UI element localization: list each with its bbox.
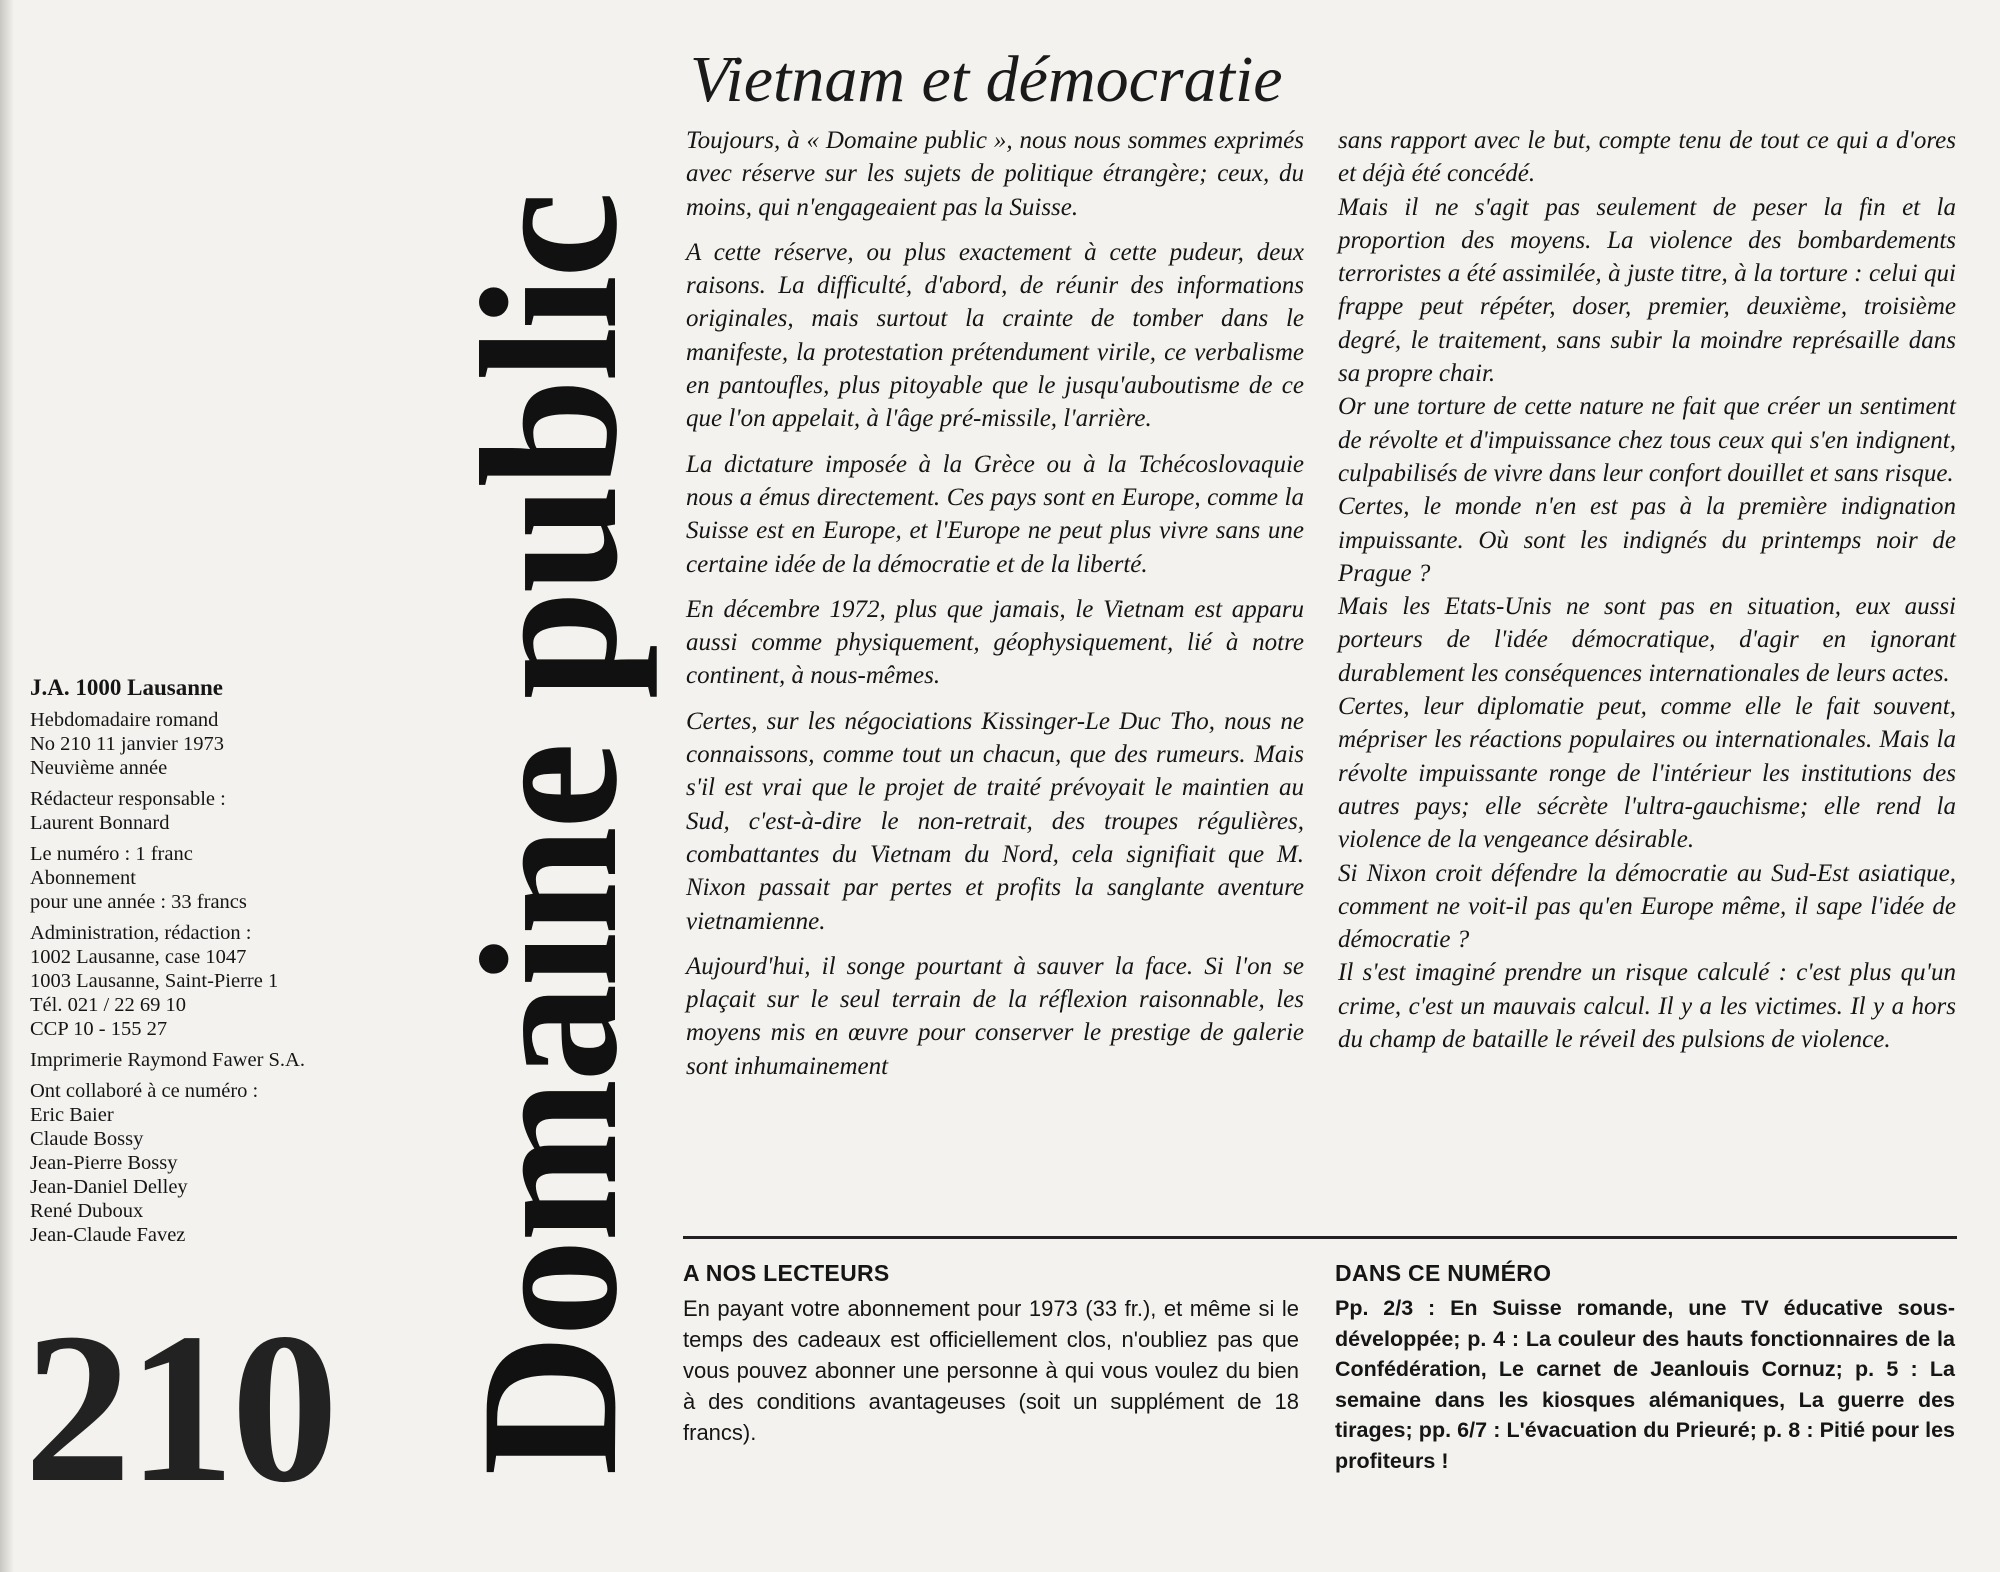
contents-heading: DANS CE NUMÉRO — [1335, 1260, 1552, 1286]
postal-mark: J.A. 1000 Lausanne — [30, 675, 223, 700]
section-divider — [683, 1236, 1957, 1239]
imprint-line: Tél. 021 / 22 69 10 — [30, 994, 187, 1016]
imprint-line: Imprimerie Raymond Fawer S.A. — [30, 1049, 305, 1071]
page-edge-shadow — [0, 0, 14, 1572]
imprint-editor — [30, 787, 360, 835]
article-paragraph: sans rapport avec le but, compte tenu de tout ce qui a d'ores et déjà été concédé. — [1338, 127, 1956, 188]
contributor-name: René Duboux — [30, 1200, 144, 1222]
imprint-line: 1003 Lausanne, Saint-Pierre 1 — [30, 970, 279, 992]
article-paragraph: Or une torture de cette nature ne fait que créer un sentiment de révolte et d'impuissance chez tous ceux qui s'en indignent, culpabilisés de vivre dans leur confort douillet et sans risque. — [1338, 393, 1956, 487]
readers-text: En payant votre abonnement pour 1973 (33 fr.), et même si le temps des cadeaux est officiellement clos, n'oubliez pas que vous pouvez abonner une personne à qui vous voulez du bien à des conditions avantageuses (soit un supplément de 18 francs). — [683, 1296, 1299, 1445]
imprint-pricing — [30, 842, 360, 914]
contributor-name: Jean-Daniel Delley — [30, 1176, 188, 1198]
imprint-administration — [30, 921, 360, 1041]
article-paragraph: Certes, leur diplomatie peut, comme elle le fait souvent, mépriser les réactions populaires ou internationales. Mais la révolte impuissante ronge de l'intérieur les institutions des autres pays; elle sécrète l'ultra-gauchisme; elle rend la violence de la vengeance désirable. — [1338, 693, 1956, 854]
article-paragraph: Mais il ne s'agit pas seulement de peser la fin et la proportion des moyens. La violence des bombardements terroristes a été assimilée, à juste titre, à la torture : celui qui frappe peut répéter, doser, premier, deuxième, troisième degré, le traitement, sans subir la moindre représaille dans sa propre chair. — [1338, 193, 1956, 388]
imprint-line: Administration, rédaction : — [30, 922, 252, 944]
contributor-name: Jean-Claude Favez — [30, 1224, 186, 1246]
imprint-line: 1002 Lausanne, case 1047 — [30, 946, 247, 968]
imprint-printer — [30, 1048, 360, 1072]
imprint-line: pour une année : 33 francs — [30, 891, 247, 913]
imprint-column — [30, 676, 360, 1254]
imprint-line: Laurent Bonnard — [30, 812, 170, 834]
article-column-right — [1338, 124, 1956, 1056]
masthead-container — [440, 140, 660, 1530]
article-paragraph: Certes, le monde n'en est pas à la première indignation impuissante. Où sont les indignés du printemps noir de Prague ? — [1338, 493, 1956, 587]
contributor-name: Claude Bossy — [30, 1128, 144, 1150]
masthead-title: Domaine public — [441, 194, 658, 1476]
article-paragraph: A cette réserve, ou plus exactement à cette pudeur, deux raisons. La difficulté, d'abord, de réunir des informations originales, mais surtout la crainte de tomber dans le manifeste, la protestation prétendument virile, ce verbalisme en pantoufles, plus pitoyable que le jusqu'auboutisme de ce que l'on appelait, à l'âge pré-missile, l'arrière. — [686, 238, 1304, 433]
article-paragraph: En décembre 1972, plus que jamais, le Vietnam est apparu aussi comme physiquement, géophysiquement, lié à notre continent, à nous-mêmes. — [686, 595, 1304, 690]
article-column-left — [686, 124, 1304, 1095]
imprint-line: Abonnement — [30, 867, 136, 889]
imprint-line: No 210 11 janvier 1973 — [30, 733, 224, 755]
article-paragraph: Toujours, à « Domaine public », nous nous sommes exprimés avec réserve sur les sujets de politique étrangère; ceux, du moins, qui n'engageaient pas la Suisse. — [686, 127, 1304, 221]
imprint-contributors — [30, 1079, 360, 1247]
article-paragraph: Aujourd'hui, il songe pourtant à sauver la face. Si l'on se plaçait sur le seul terrain de la réflexion raisonnable, les moyens mis en œuvre pour conserver le prestige de galerie sont inhumainement — [686, 952, 1304, 1080]
article-paragraph: Certes, sur les négociations Kissinger-Le Duc Tho, nous ne connaissons, comme tout un chacun, que des rumeurs. Mais s'il est vrai que le projet de traité prévoyait le maintien au Sud, c'est-à-dire le non-retrait, des troupes régulières, combattantes du Vietnam du Nord, cela signifiait que M. Nixon passait par pertes et profits la sanglante aventure vietnamienne. — [686, 707, 1304, 935]
article-paragraph: Il s'est imaginé prendre un risque calculé : c'est plus qu'un crime, c'est un mauvais calcul. Il y a les victimes. Il y a hors du champ de bataille le réveil des pulsions de violence. — [1338, 959, 1956, 1054]
imprint-line: Ont collaboré à ce numéro : — [30, 1080, 259, 1102]
article-paragraph: La dictature imposée à la Grèce ou à la Tchécoslovaquie nous a émus directement. Ces pays sont en Europe, comme la Suisse est en Europe, et l'Europe ne peut plus vivre sans une certaine idée de la démocratie et de la liberté. — [686, 450, 1304, 578]
imprint-publication-info — [30, 708, 360, 780]
issue-contents — [1335, 1260, 1955, 1476]
article-paragraph: Mais les Etats-Unis ne sont pas en situation, eux aussi porteurs de l'idée démocratique, d'agir en ignorant durablement les conséquences internationales de leurs actes. — [1338, 593, 1956, 687]
readers-notice — [683, 1260, 1299, 1448]
article-paragraph: Si Nixon croit défendre la démocratie au Sud-Est asiatique, comment ne voit-il pas qu'en Europe même, il sape l'idée de démocratie ? — [1338, 859, 1956, 954]
imprint-line: Rédacteur responsable : — [30, 788, 226, 810]
contributor-name: Eric Baier — [30, 1104, 114, 1126]
article-title: Vietnam et démocratie — [690, 43, 1283, 116]
contributor-name: Jean-Pierre Bossy — [30, 1152, 178, 1174]
imprint-line: Hebdomadaire romand — [30, 709, 219, 731]
imprint-line: CCP 10 - 155 27 — [30, 1018, 168, 1040]
readers-heading: A NOS LECTEURS — [683, 1260, 890, 1286]
imprint-line: Le numéro : 1 franc — [30, 843, 193, 865]
contents-text: Pp. 2/3 : En Suisse romande, une TV éducative sous-développée; p. 4 : La couleur des hauts fonctionnaires de la Confédération, Le carnet de Jeanlouis Cornuz; p. 5 : La semaine dans les kiosques alémaniques, La guerre des tirages; pp. 6/7 : L'évacuation du Prieuré; p. 8 : Pitié pour les profiteurs ! — [1335, 1296, 1955, 1473]
imprint-line: Neuvième année — [30, 757, 168, 779]
issue-number: 210 — [24, 1288, 335, 1527]
